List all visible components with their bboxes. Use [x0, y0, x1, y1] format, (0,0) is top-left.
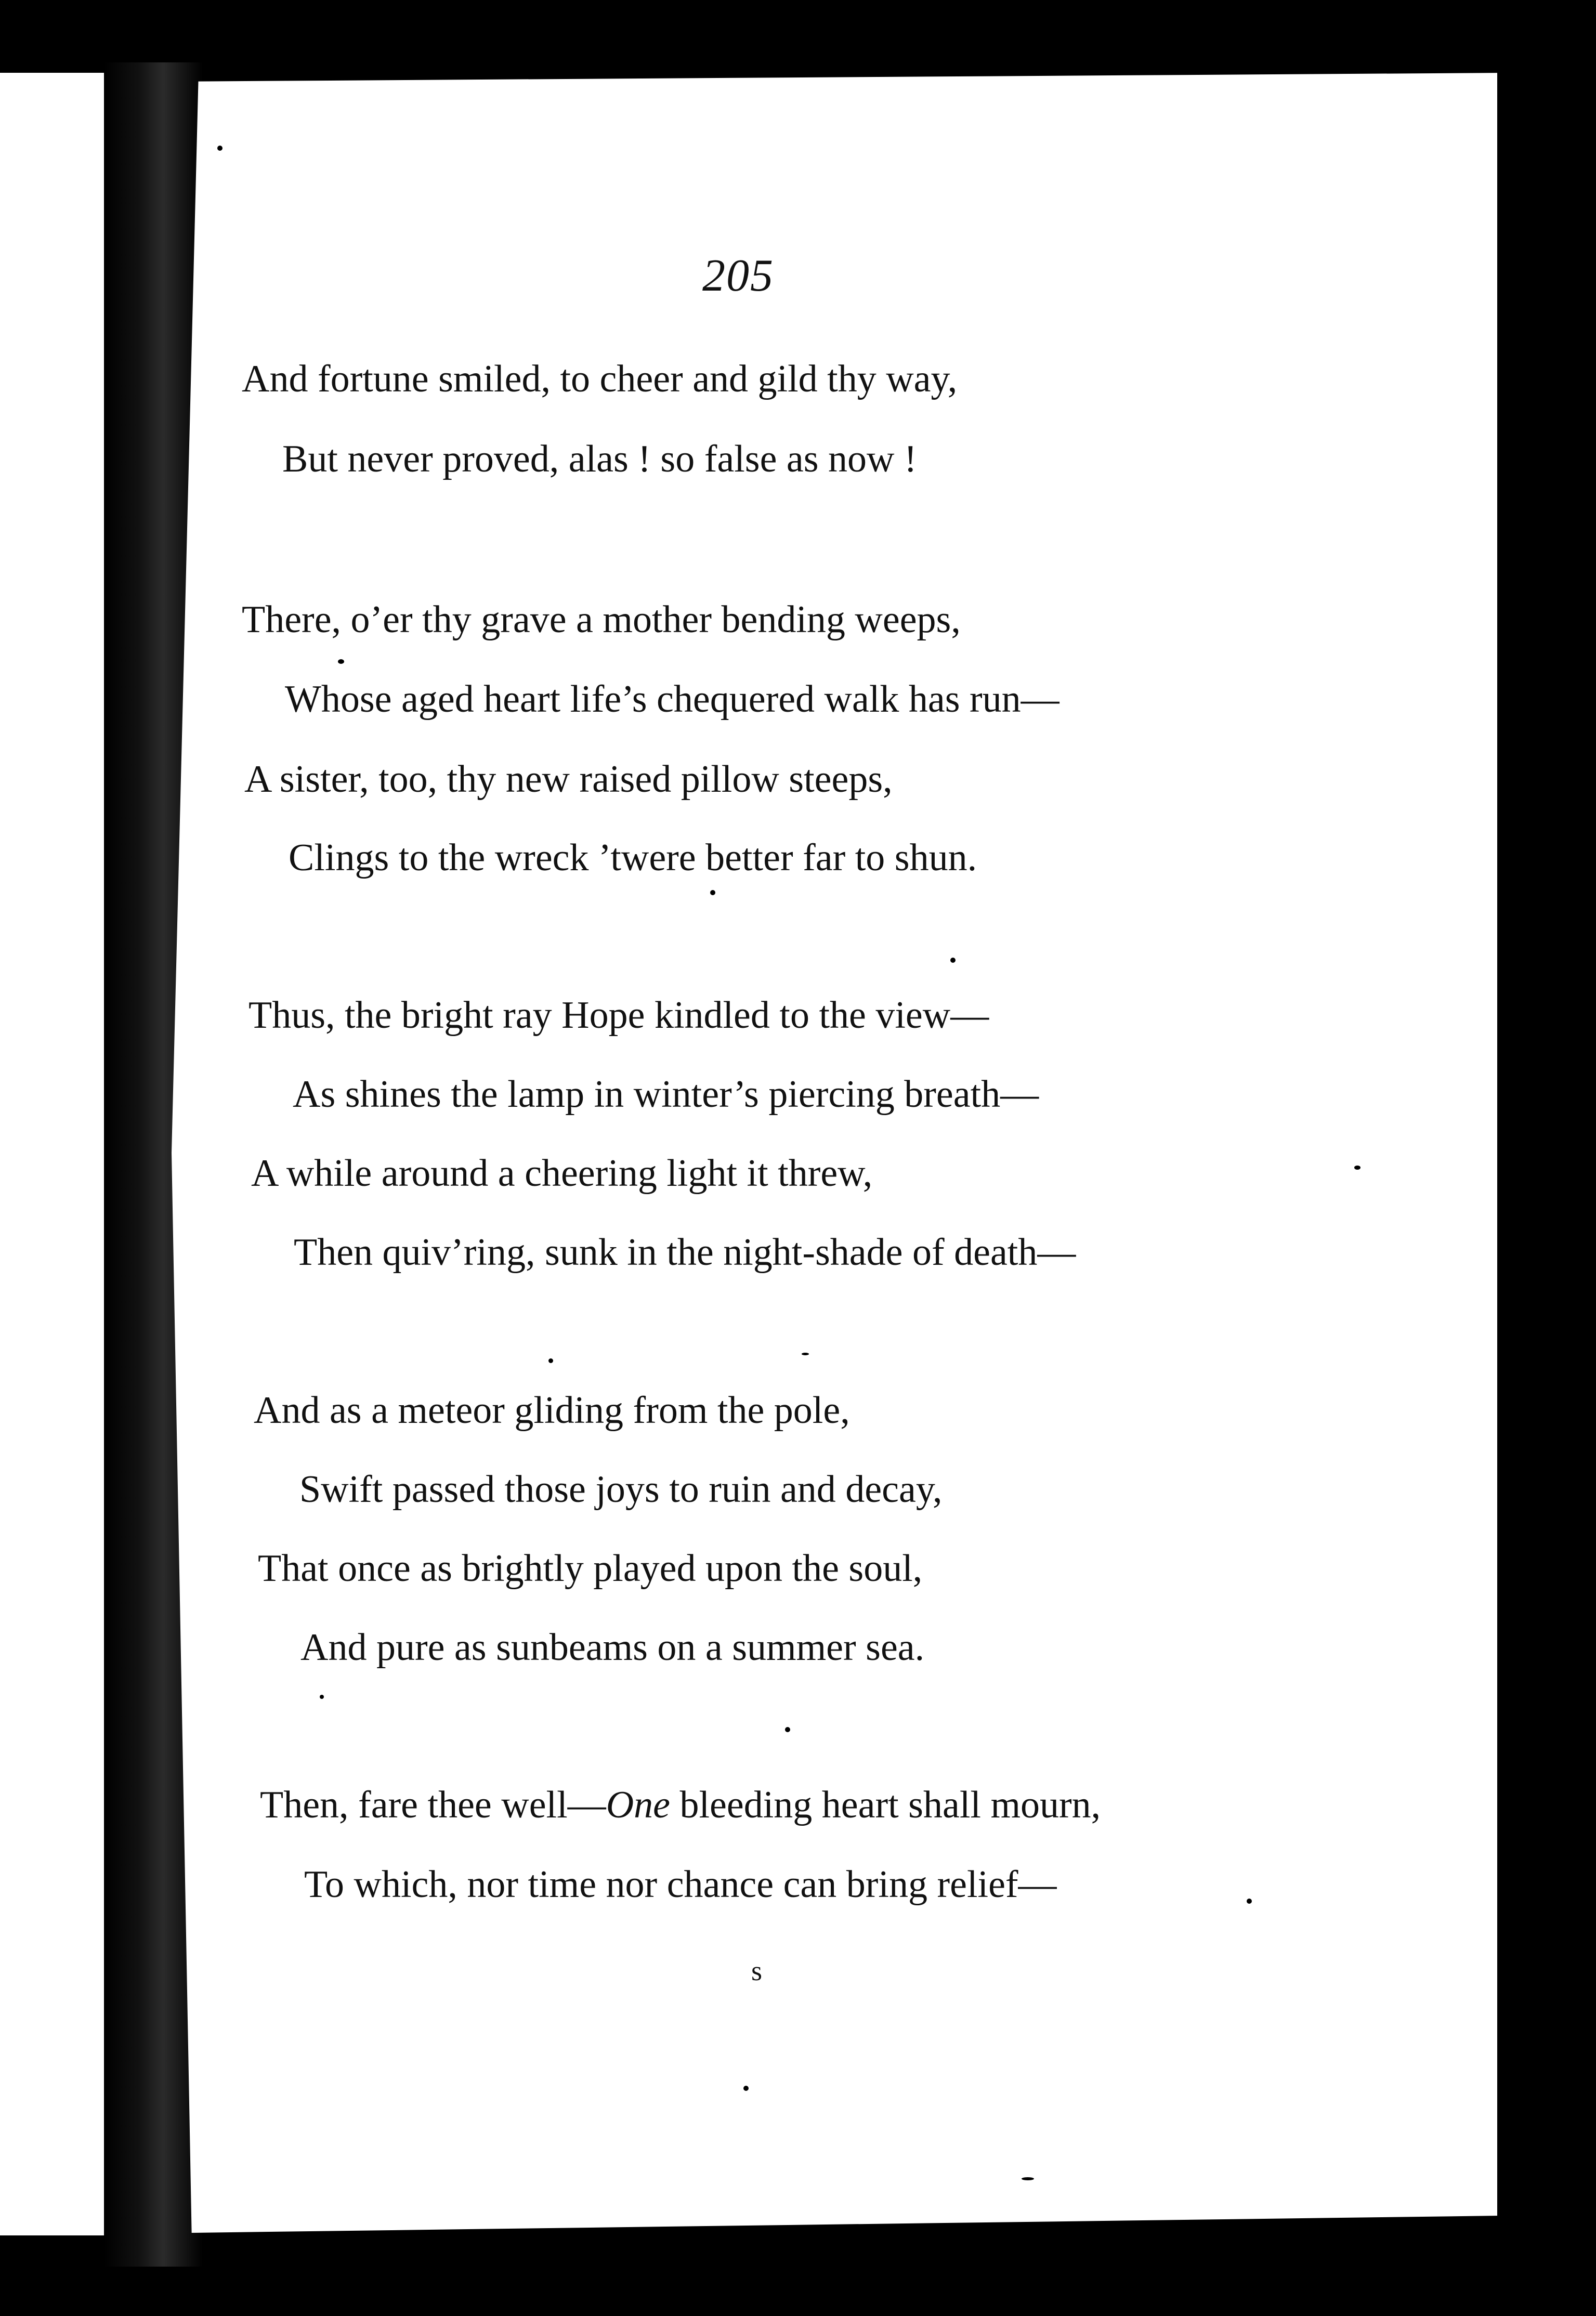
poem-line-11: And as a meteor gliding from the pole,	[254, 1389, 850, 1432]
poem-line-5: A sister, too, thy new raised pillow steeps,	[244, 758, 893, 801]
poem-line-9: A while around a cheering light it threw,	[251, 1152, 873, 1195]
poem-line-14: And pure as sunbeams on a summer sea.	[300, 1626, 925, 1669]
poem-line-3: There, o’er thy grave a mother bending weeps,	[242, 598, 961, 641]
signature-mark: s	[751, 1955, 763, 1986]
adjacent-page-strip	[0, 73, 104, 2235]
poem-line-4: Whose aged heart life’s chequered walk has run—	[285, 678, 1059, 721]
poem-line-10: Then quiv’ring, sunk in the night-shade of death—	[294, 1231, 1076, 1274]
page-edge-shadow	[1497, 52, 1596, 2316]
poem-line-6: Clings to the wreck ’twere better far to shun.	[289, 836, 977, 879]
poem-line-16: To which, nor time nor chance can bring relief—	[304, 1863, 1057, 1906]
poem-line-13: That once as brightly played upon the soul,	[258, 1547, 923, 1590]
page-number: 205	[702, 251, 774, 301]
poem-line-12: Swift passed those joys to ruin and decay,	[299, 1468, 943, 1511]
poem-line-7: Thus, the bright ray Hope kindled to the view—	[248, 994, 989, 1037]
poem-line-8: As shines the lamp in winter’s piercing breath—	[293, 1073, 1039, 1116]
poem-line-2: But never proved, alas ! so false as now !	[282, 438, 917, 480]
poem-line-15: Then, fare thee well—One bleeding heart shall mourn,	[260, 1784, 1101, 1826]
poem-line-1: And fortune smiled, to cheer and gild thy way,	[242, 358, 958, 400]
